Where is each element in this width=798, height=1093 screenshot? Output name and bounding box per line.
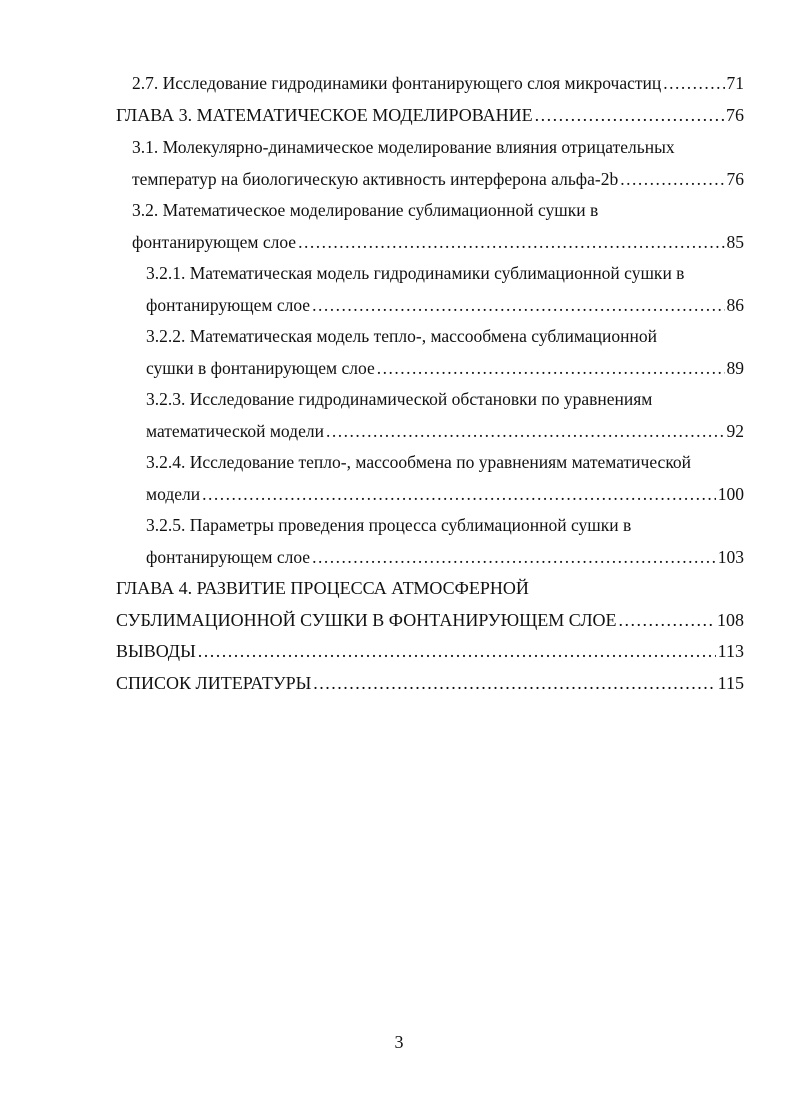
toc-entry-text-line2: математической модели [146, 420, 324, 441]
toc-entry-text: ВЫВОДЫ [116, 641, 196, 661]
toc-entry-text-line1: 3.2.2. Математическая модель тепло-, массообмена сублимационной [146, 326, 657, 346]
toc-entry-text-line2: фонтанирующем слое [132, 231, 297, 252]
toc-page-number: 89 [726, 357, 744, 378]
toc-leader-dots [377, 358, 725, 378]
toc-entry-text: 2.7. Исследование гидродинамики фонтанирующего слоя микрочастиц [132, 73, 662, 93]
toc-leader-dots [535, 105, 724, 125]
toc-entry-2-7 [132, 73, 744, 105]
toc-entry-text-line1: 3.2.3. Исследование гидродинамической обстановки по уравнениям [146, 389, 653, 409]
toc-leader-dots [313, 673, 715, 693]
toc-leader-dots [620, 169, 724, 189]
page-number: 3 [394, 1032, 404, 1052]
toc-entry-3-2 [132, 200, 744, 263]
toc-entry-text-line2: фонтанирующем слое [146, 546, 311, 567]
toc-entry-text-line2: модели [146, 483, 201, 504]
toc-leader-dots [198, 641, 716, 661]
toc-leader-dots [312, 547, 716, 567]
toc-entry-text-line1: 3.2.5. Параметры проведения процесса сублимационной сушки в [146, 515, 632, 535]
toc-leader-dots [326, 421, 725, 441]
toc-leader-dots [663, 73, 724, 93]
toc-entry-text-line1: 3.1. Молекулярно-динамическое моделирование влияния отрицательных [132, 137, 675, 157]
toc-leader-dots [619, 610, 715, 630]
toc-chapter-3 [116, 105, 744, 137]
toc-entry-text-line1: 3.2. Математическое моделирование сублимационной сушки в [132, 200, 599, 220]
toc-conclusions [116, 641, 744, 673]
toc-page-number: 76 [726, 105, 744, 125]
toc-chapter-4 [116, 578, 744, 641]
toc-entry-text: СПИСОК ЛИТЕРАТУРЫ [116, 673, 312, 693]
toc-entry-text: ГЛАВА 3. МАТЕМАТИЧЕСКОЕ МОДЕЛИРОВАНИЕ [116, 105, 533, 125]
toc-entry-3-2-3 [146, 389, 744, 452]
toc-entry-text-line1: 3.2.4. Исследование тепло-, массообмена по уравнениям математической [146, 452, 692, 472]
toc-page-number: 76 [726, 168, 744, 189]
toc-leader-dots [202, 484, 716, 504]
toc-page-number: 92 [726, 420, 744, 441]
toc-entry-text-line1: 3.2.1. Математическая модель гидродинамики сублимационной сушки в [146, 263, 685, 283]
toc-page-number: 86 [726, 294, 744, 315]
toc-entry-text-line2: сушки в фонтанирующем слое [146, 357, 375, 378]
toc-leader-dots [312, 295, 724, 315]
toc-page-number: 103 [717, 546, 744, 567]
toc-page-number: 85 [726, 231, 744, 252]
toc-entry-3-2-5 [146, 515, 744, 578]
toc-entry-text-line2: температур на биологическую активность интерферона альфа-2b [132, 168, 619, 189]
toc-references [116, 673, 744, 705]
toc-leader-dots [298, 232, 724, 252]
toc-page-number: 113 [717, 641, 744, 661]
toc-page-number: 100 [717, 483, 744, 504]
toc-entry-3-2-2 [146, 326, 744, 389]
toc-page-number: 115 [717, 673, 744, 693]
toc-entry-text-line1: ГЛАВА 4. РАЗВИТИЕ ПРОЦЕССА АТМОСФЕРНОЙ [116, 578, 529, 598]
toc-entry-3-1 [132, 137, 744, 200]
toc-page-number: 108 [717, 609, 744, 630]
toc-page-number: 71 [726, 73, 744, 93]
toc-entry-text-line2: фонтанирующем слое [146, 294, 311, 315]
toc-entry-3-2-1 [146, 263, 744, 326]
toc-entry-3-2-4 [146, 452, 744, 515]
toc-entry-text-line2: СУБЛИМАЦИОННОЙ СУШКИ В ФОНТАНИРУЮЩЕМ СЛОЕ [116, 609, 617, 630]
